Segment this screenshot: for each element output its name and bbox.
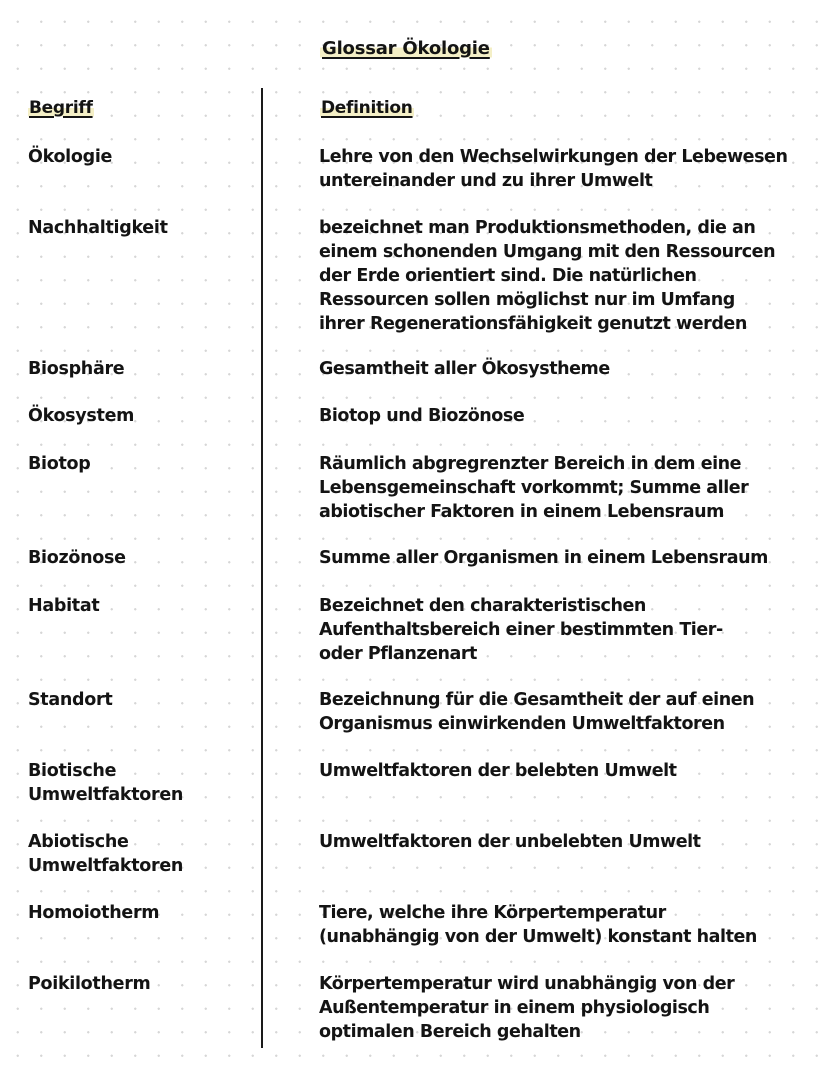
definition: Lehre von den Wechselwirkungen der Lebewesen untereinander und zu ihrer Umwelt xyxy=(319,147,788,191)
definition: Gesamtheit aller Ökosystheme xyxy=(319,359,610,379)
term: Habitat xyxy=(28,596,100,616)
term: Ökologie xyxy=(28,147,113,167)
definition: Bezeichnet den charakteristischen Aufenthaltsbereich einer bestimmten Tier- oder Pflanzenart xyxy=(319,596,723,664)
term: Abiotische Umweltfaktoren xyxy=(28,832,184,876)
definition: Räumlich abgregrenzter Bereich in dem eine Lebensgemeinschaft vorkommt; Summe aller abiotischer Faktoren in einem Lebensraum xyxy=(319,454,749,522)
term: Nachhaltigkeit xyxy=(28,218,168,238)
definition: Umweltfaktoren der belebten Umwelt xyxy=(319,761,677,781)
header-definition: Definition xyxy=(321,98,413,118)
term: Homoiotherm xyxy=(28,903,160,923)
column-divider xyxy=(261,88,263,1048)
definition: Körpertemperatur wird unabhängig von der Außentemperatur in einem physiologisch optimalen Bereich gehalten xyxy=(319,974,735,1042)
term: Biotop xyxy=(28,454,91,474)
term: Ökosystem xyxy=(28,406,135,426)
definition: Biotop und Biozönose xyxy=(319,406,525,426)
term: Biozönose xyxy=(28,548,126,568)
header-term: Begriff xyxy=(29,98,93,118)
term: Standort xyxy=(28,690,113,710)
definition: Umweltfaktoren der unbelebten Umwelt xyxy=(319,832,701,852)
term: Biosphäre xyxy=(28,359,125,379)
definition: Summe aller Organismen in einem Lebensraum xyxy=(319,548,768,568)
glossary-title: Glossar Ökologie xyxy=(322,38,490,59)
definition: bezeichnet man Produktionsmethoden, die an einem schonenden Umgang mit den Ressourcen der Erde orientiert sind. Die natürlichen Ressourcen sollen möglichst nur im Umfang ihrer Regenerationsfähigkeit genutzt werden xyxy=(319,218,776,334)
definition: Bezeichnung für die Gesamtheit der auf einen Organismus einwirkenden Umweltfaktoren xyxy=(319,690,755,734)
definition: Tiere, welche ihre Körpertemperatur (unabhängig von der Umwelt) konstant halten xyxy=(319,903,757,947)
term: Biotische Umweltfaktoren xyxy=(28,761,184,805)
term: Poikilotherm xyxy=(28,974,151,994)
